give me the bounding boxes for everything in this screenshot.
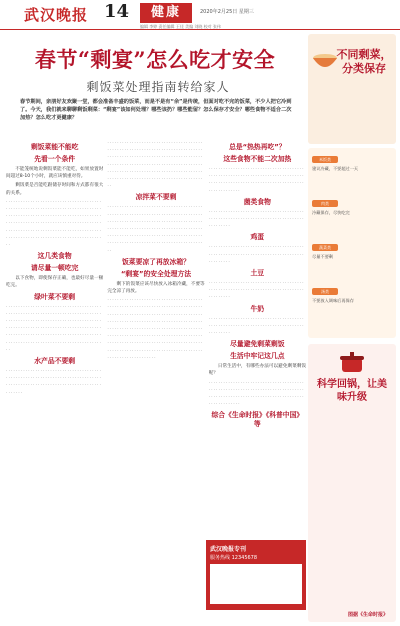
ad-image <box>210 564 302 604</box>
footer-credit: 图据《生命时报》 <box>348 612 389 618</box>
text-filler: ······················································································· <box>208 209 305 230</box>
illustration-panel-3 <box>308 344 396 622</box>
illustration-panel-1 <box>308 34 396 144</box>
sub-heading: 牛奶 <box>250 304 265 313</box>
meta-line: 编辑 李婷 责任编辑 王佳 美编 刘晓 校对 张伟 <box>140 24 221 29</box>
text-filler: ······················································································· <box>208 281 305 301</box>
section-title: 剩饭菜能不能吃 <box>30 143 79 151</box>
text-filler: ············································································································································································································································ <box>107 205 204 254</box>
list-item: 不要放入调味后再保存 <box>312 298 354 303</box>
text-filler: ······················································································· <box>208 316 305 337</box>
sub-heading: 水产品不要剩 <box>34 357 76 366</box>
section-title: 先看一个条件 <box>34 155 76 163</box>
section-title: 生活中牢记这几点 <box>230 352 285 361</box>
list-item: 冷藏保存，尽快吃完 <box>312 210 350 215</box>
article-headline: 春节“剩宴”怎么吃才安全 <box>34 47 276 72</box>
text-filler: ·································································································································· <box>208 167 305 194</box>
ad-block <box>206 540 306 610</box>
list-item: 建议冷藏，不要超过一天 <box>312 166 359 171</box>
source-note: 综合《生命时报》《科普中国》等 <box>211 411 304 429</box>
paragraph: 不能笼统地说剩饭菜能不能吃，如果放置时间超过8-10个小时，就应该慎重对待。 <box>6 167 104 180</box>
page-number: 14 <box>104 1 130 22</box>
ad-title: 武汉晚报专刊 <box>210 546 247 553</box>
section-title: 尽量避免剩菜剩饭 <box>230 340 285 349</box>
panel-title: 不同剩菜，分类保存 <box>336 48 392 75</box>
paragraph: 日常生活中，有哪些办法可以避免剩菜剩饭呢？ <box>208 364 306 377</box>
date-line: 2020年2月25日 星期三 <box>200 9 254 15</box>
text-filler: ·································································································································· <box>208 380 305 408</box>
section-title: 总是“热热再吃”？ <box>229 143 286 151</box>
sub-heading: 菌类食物 <box>243 197 271 206</box>
sidebar-illustrations <box>308 34 396 622</box>
section-title: 这几类食物 <box>37 252 72 261</box>
sub-heading: 鸡蛋 <box>250 233 265 242</box>
panel-title: 科学回锅，让美味升级 <box>317 379 387 403</box>
paragraph: 剩饭菜是否能吃跟储存时间和方式都有很大的关系。 <box>6 183 104 196</box>
text-filler: ···························································································································· <box>6 369 102 396</box>
column-2 <box>107 140 204 612</box>
list-tag: 蔬菜类 <box>312 244 338 251</box>
section-badge: 健康 <box>140 3 192 23</box>
text-filler: ············································································································································································································································································································································ <box>107 298 204 361</box>
section-title: 请尽量一顿吃完 <box>30 264 79 273</box>
sub-heading: 绿叶菜不要剩 <box>34 292 76 301</box>
article-subhead: 剩饭菜处理指南转给家人 <box>86 80 230 94</box>
text-filler: ············································································································································································································································ <box>107 141 204 190</box>
column-1 <box>6 140 103 612</box>
pot-icon <box>338 348 366 376</box>
list-tag: 汤类 <box>312 288 338 295</box>
masthead <box>0 0 400 30</box>
ad-phone: 服务热线 12345678 <box>210 555 258 561</box>
sub-heading: 凉拌菜不要剩 <box>135 193 177 202</box>
list-tag: 肉类 <box>312 200 338 207</box>
section-title: 饭菜要凉了再放冰箱？ <box>122 257 190 266</box>
text-filler: ············································································································································································································································ <box>6 304 102 353</box>
paper-name: 武汉晚报 <box>24 6 89 24</box>
paragraph: 剩下的饭菜应该尽快放入冰箱冷藏，不要等完全凉了再放。 <box>107 281 205 295</box>
list-tag: 米饭类 <box>312 156 338 163</box>
illustration-panel-2 <box>308 148 396 338</box>
text-filler: ······················································································· <box>208 245 305 265</box>
sub-heading: 土豆 <box>250 269 265 278</box>
list-item: 尽量不要剩 <box>312 254 333 259</box>
text-filler: ············································································································································································································································ <box>6 199 102 249</box>
section-title: “剩宴”的安全处理方法 <box>120 269 192 278</box>
section-title: 这些食物不能二次加热 <box>223 155 292 163</box>
paragraph: 以下食物，即使保存正确，也最好尽量一顿吃完。 <box>6 276 104 289</box>
article-lead: 春节期间，亲朋好友欢聚一堂，都会准备丰盛的饭菜，而是不是有“余”是传统，但面对吃不完的饭菜，不少人把它冷到了。今天，我们就来聊聊剩饭剩菜：“剩宴”该如何处理？哪些该扔？哪些能留？怎么保存才安全？哪些食物不适合二次加热？怎么吃才更健康？ <box>20 99 292 121</box>
